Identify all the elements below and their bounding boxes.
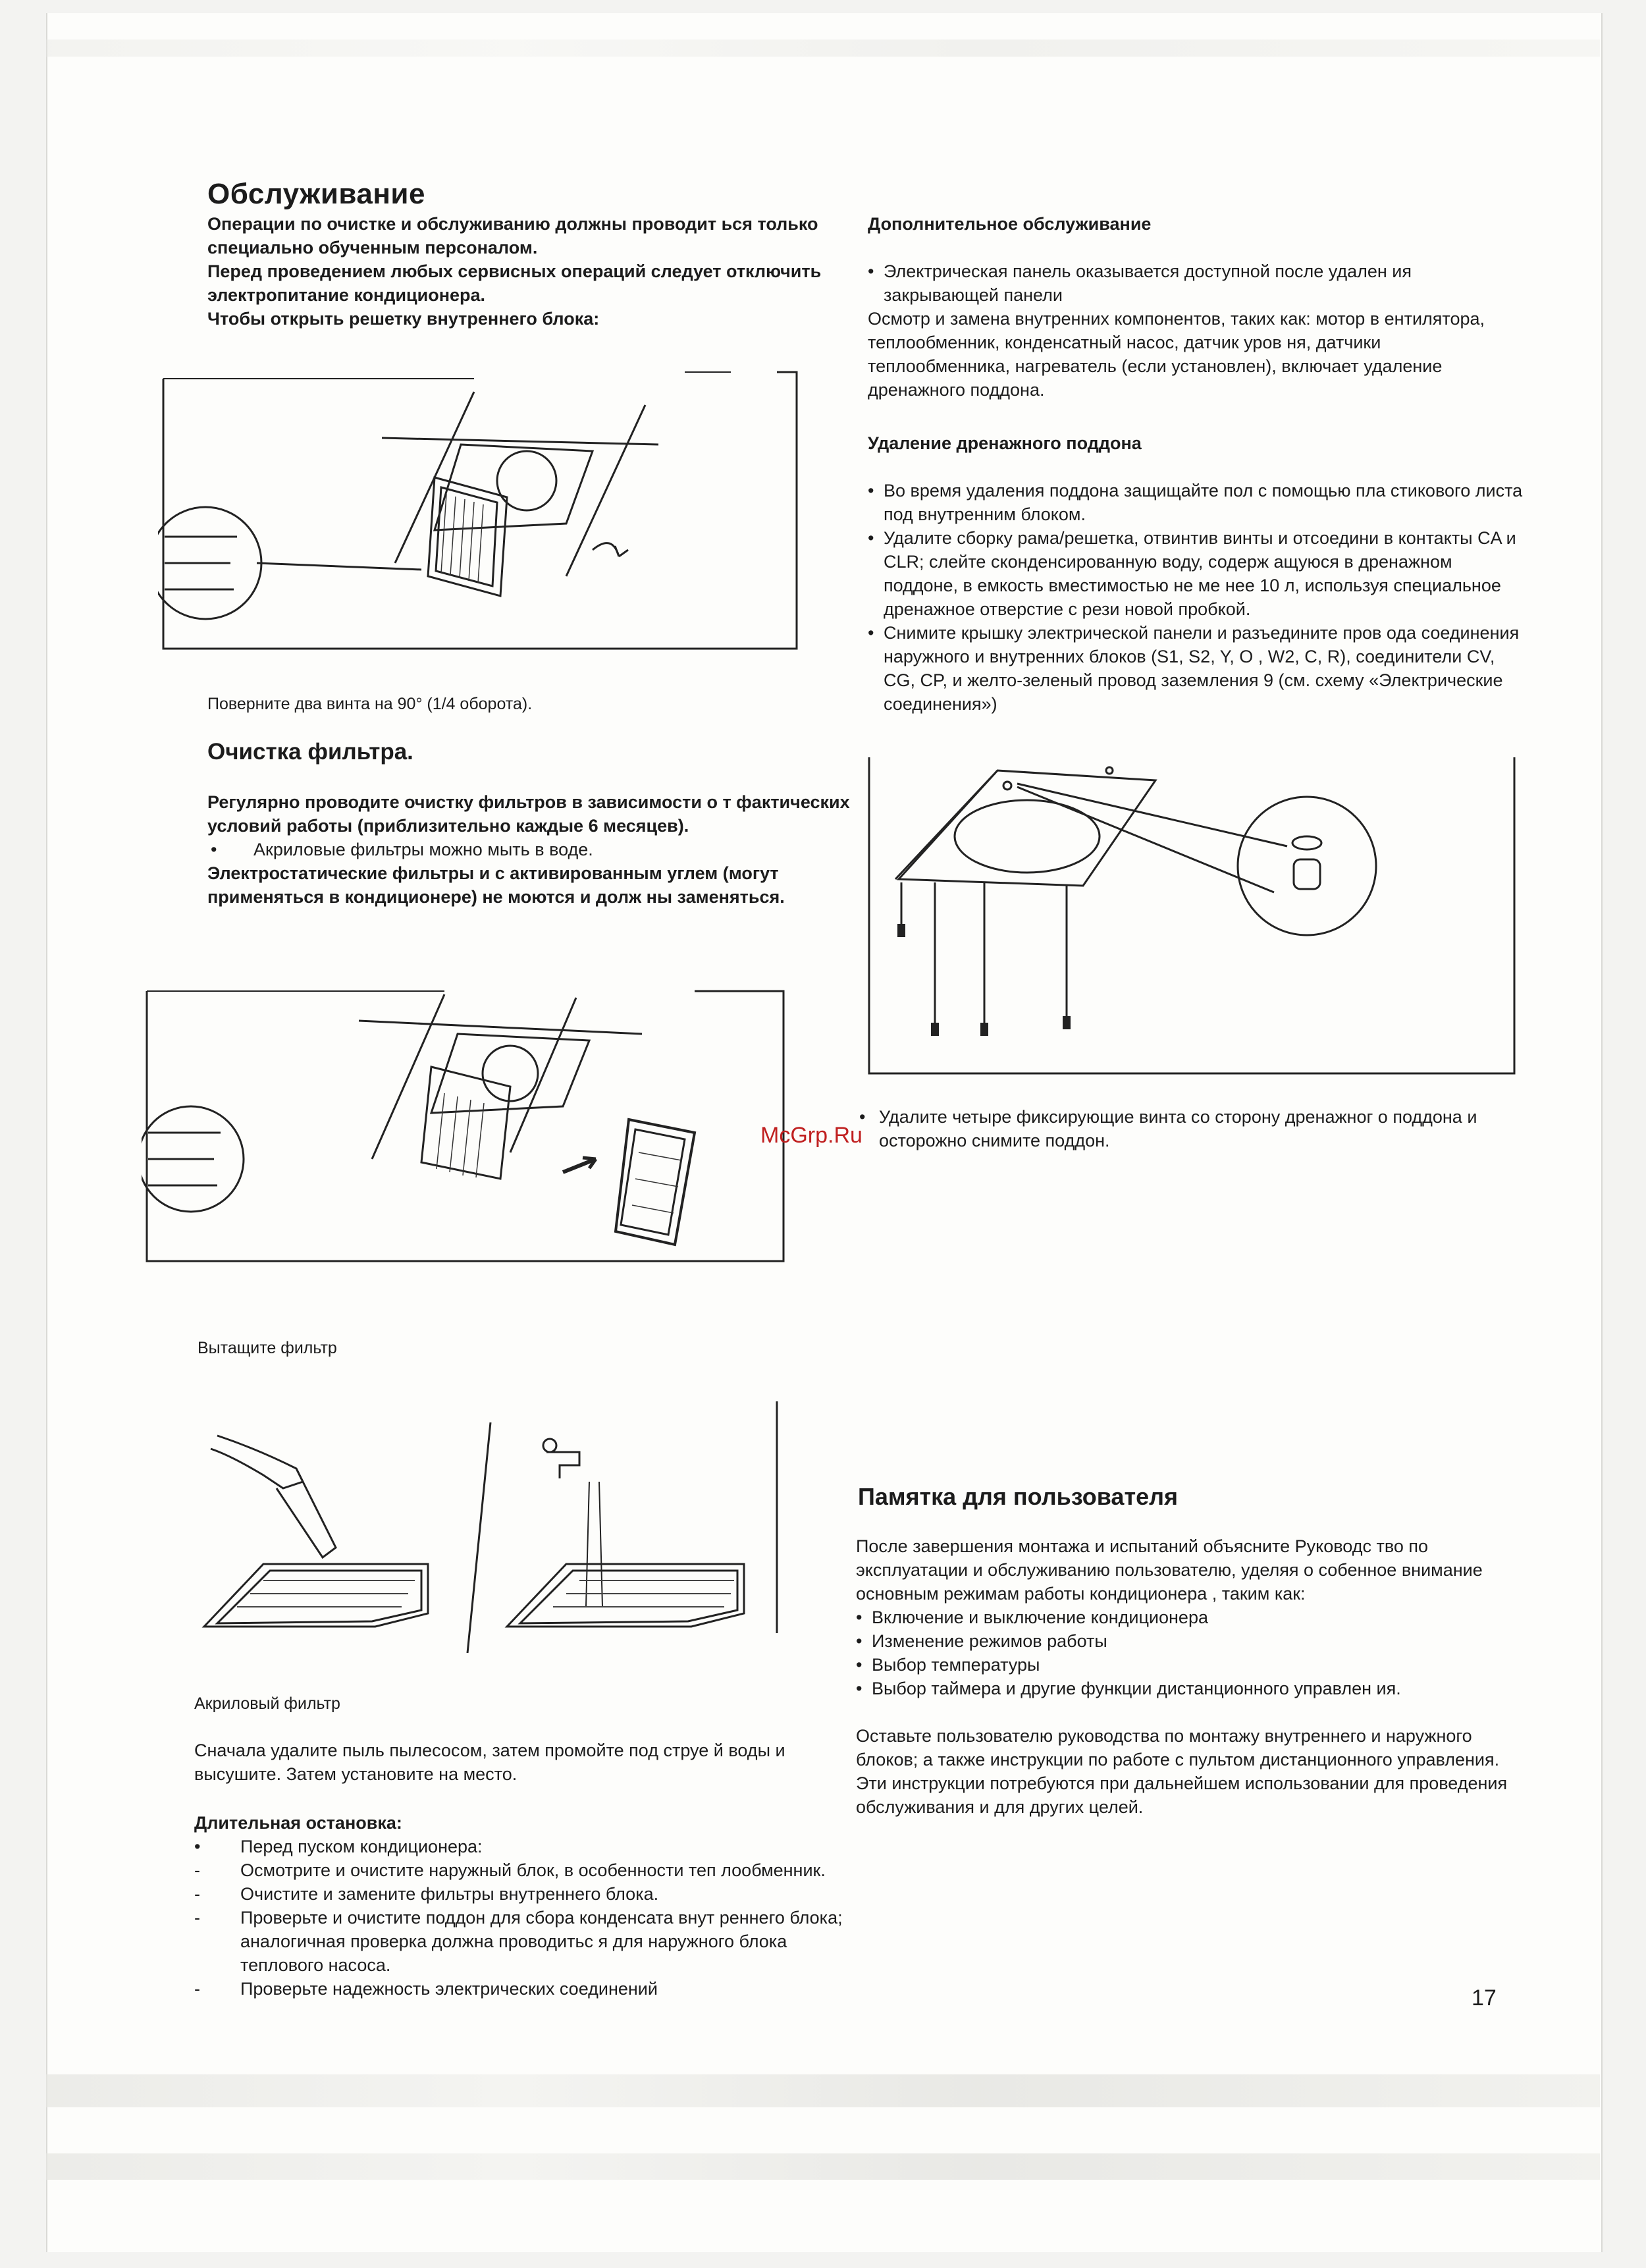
list-item xyxy=(868,621,1526,716)
list-item xyxy=(868,479,1526,526)
list-marker: • xyxy=(194,1837,201,1856)
list-item xyxy=(856,1606,1527,1629)
list-marker: - xyxy=(194,1908,200,1928)
shutdown-heading: Длительная остановка: xyxy=(194,1813,402,1833)
list-marker: • xyxy=(856,1679,863,1698)
list-item-text: Удалите сборку рама/решетка, отвинтив винты и отсоедини в контакты CA и CLR; слейте сконденсированную воду, содерж ащуюся в дренажном поддоне, в емкость вместимостью не ме нее 10 л, используя специальное дренажное отверстие с рези новой пробкой. xyxy=(884,528,1516,619)
extra-bullet-text: Электрическая панель оказывается доступной после удален ия закрывающей панели xyxy=(884,261,1412,305)
scan-artifact xyxy=(46,2153,1600,2180)
figure3-caption: Акриловый фильтр xyxy=(194,1694,340,1713)
list-item-text: Осмотрите и очистите наружный блок, в особенности теп лообменник. xyxy=(240,1860,826,1880)
figure2-caption: Вытащите фильтр xyxy=(198,1339,337,1357)
list-item-text: Выбор температуры xyxy=(872,1655,1040,1675)
list-item-text: Очистите и замените фильтры внутреннего блока. xyxy=(240,1884,659,1904)
left-column xyxy=(207,178,859,211)
list-item-text: Снимите крышку электрической панели и разъедините пров ода соединения наружного и внутренних блоков (S1, S2, Y, O , W2, C, R), соединители CV, CG, CP, и желто-зеленый провод заземления 9 (см. схему «Электрические соединения») xyxy=(884,623,1520,714)
memo-text-1: Оставьте пользователю руководства по монтажу внутреннего и наружного блоков; а также инструкции по работе с пультом дистанционного управления. xyxy=(856,1726,1500,1769)
page-title: Обслуживание xyxy=(207,178,425,210)
list-item xyxy=(856,1677,1527,1700)
drain-tray-diagram xyxy=(866,754,1518,1077)
list-item-text: Проверьте и очистите поддон для сбора конденсата внут реннего блока; аналогичная проверка должна проводитьс я для наружного блока теплового насоса. xyxy=(240,1908,843,1975)
list-item xyxy=(194,1835,846,1858)
filter-bullet xyxy=(207,838,859,861)
memo-list xyxy=(856,1606,1527,1700)
list-marker: • xyxy=(868,528,874,548)
list-marker: • xyxy=(856,1607,863,1627)
list-item xyxy=(868,526,1526,621)
figure-open-grille xyxy=(158,365,803,655)
list-item-text: Выбор таймера и другие функции дистанционного управлен ия. xyxy=(872,1679,1401,1698)
bullet-marker: • xyxy=(859,1107,866,1127)
memo-body xyxy=(856,1534,1527,1819)
extra-bullet xyxy=(868,259,1526,307)
filter-body xyxy=(207,790,859,909)
shutdown-section xyxy=(194,1811,846,2001)
filter-section xyxy=(207,739,859,765)
watermark: McGrp.Ru xyxy=(760,1123,863,1148)
intro-power-off: Перед проведением любых сервисных операций следует отключить электропитание кондиционера. xyxy=(207,261,822,305)
list-item-text: Изменение режимов работы xyxy=(872,1631,1107,1651)
filter-heading: Очистка фильтра. xyxy=(207,739,413,765)
memo-text-2: Эти инструкции потребуются при дальнейшем использовании для проведения обслуживания и для других целей. xyxy=(856,1773,1508,1817)
shutdown-list xyxy=(194,1835,846,2001)
list-item-text: Проверьте надежность электрических соединений xyxy=(240,1979,658,1999)
list-marker: - xyxy=(194,1860,200,1880)
scan-artifact xyxy=(46,40,1600,57)
drain-final-bullet xyxy=(859,1105,1544,1152)
grille-diagram xyxy=(158,365,803,655)
list-item-text: Включение и выключение кондиционера xyxy=(872,1607,1208,1627)
list-item xyxy=(194,1882,846,1906)
list-item xyxy=(856,1653,1527,1677)
memo-section xyxy=(858,1483,1529,1511)
extra-text: Осмотр и замена внутренних компонентов, таких как: мотор в ентилятора, теплообменник, конденсатный насос, датчик уров ня, датчики теплообменника, нагреватель (если установлен), включает удаление дренажного поддона. xyxy=(868,309,1485,400)
scan-artifact xyxy=(46,2074,1600,2107)
maintenance-intro xyxy=(207,212,859,331)
drain-final-text: Удалите четыре фиксирующие винта со сторону дренажног о поддона и осторожно снимите поддон. xyxy=(879,1107,1477,1150)
list-item xyxy=(856,1629,1527,1653)
drain-list xyxy=(868,479,1526,716)
list-marker: • xyxy=(856,1655,863,1675)
list-item-text: Во время удаления поддона защищайте пол с помощью пла стикового листа под внутренним блоком. xyxy=(884,481,1523,524)
wash-instructions: Сначала удалите пыль пылесосом, затем промойте под струе й воды и высушите. Затем установите на место. xyxy=(194,1741,785,1784)
drain-section xyxy=(868,431,1526,716)
list-item xyxy=(194,1906,846,1977)
list-marker: • xyxy=(868,623,874,643)
list-item xyxy=(194,1858,846,1882)
list-marker: - xyxy=(194,1884,200,1904)
extra-heading: Дополнительное обслуживание xyxy=(868,214,1152,234)
list-marker: - xyxy=(194,1979,200,1999)
bullet-marker: • xyxy=(211,840,217,859)
list-marker: • xyxy=(868,481,874,500)
list-item-text: Перед пуском кондиционера: xyxy=(240,1837,483,1856)
figure-drain-tray xyxy=(866,754,1518,1077)
memo-heading: Памятка для пользователя xyxy=(858,1483,1178,1510)
memo-intro: После завершения монтажа и испытаний объясните Руководс тво по эксплуатации и обслуживанию пользователю, уделяя о собенное внимание основным режимам работы кондиционера , таким как: xyxy=(856,1536,1483,1604)
filter-electrostatic: Электростатические фильтры и с активированным углем (могут применяться в кондиционере) не моются и долж ны заменяться. xyxy=(207,863,785,907)
page-number: 17 xyxy=(1472,1985,1497,2011)
figure1-caption: Поверните два винта на 90° (1/4 оборота). xyxy=(207,695,533,713)
list-marker: • xyxy=(856,1631,863,1651)
list-item xyxy=(194,1977,846,2001)
filter-removal-diagram xyxy=(142,981,800,1264)
intro-open-grille: Чтобы открыть решетку внутреннего блока: xyxy=(207,309,600,329)
extra-maintenance xyxy=(868,212,1526,402)
figure-clean-filter xyxy=(178,1396,810,1660)
filter-bullet-text: Акриловые фильтры можно мыть в воде. xyxy=(253,840,593,859)
filter-schedule: Регулярно проводите очистку фильтров в зависимости о т фактических условий работы (приблизительно каждые 6 месяцев). xyxy=(207,792,850,836)
bullet-marker: • xyxy=(868,261,874,281)
intro-personnel: Операции по очистке и обслуживанию должны проводит ься только специально обученным персоналом. xyxy=(207,214,818,257)
filter-cleaning-diagram xyxy=(178,1396,810,1660)
drain-heading: Удаление дренажного поддона xyxy=(868,433,1142,453)
figure-remove-filter xyxy=(142,981,800,1264)
